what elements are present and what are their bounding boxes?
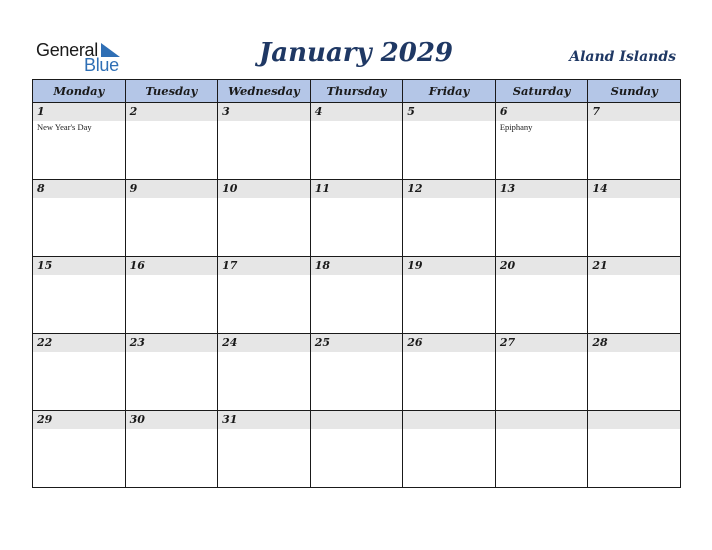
- day-cell: [588, 103, 681, 180]
- weekday-header: Wednesday: [218, 80, 311, 103]
- weekday-header: Friday: [403, 80, 496, 103]
- day-number: 26: [403, 334, 495, 352]
- logo-blue-text: Blue: [84, 55, 119, 75]
- day-number: 21: [588, 257, 680, 275]
- week-row: [33, 411, 681, 488]
- day-cell: [588, 411, 681, 488]
- day-cell: [218, 411, 311, 488]
- day-cell: [33, 103, 126, 180]
- day-cell: [310, 257, 403, 334]
- day-number: 8: [33, 180, 125, 198]
- day-cell: [33, 180, 126, 257]
- day-cell: [495, 257, 588, 334]
- weekday-header-row: [33, 80, 681, 103]
- day-cell: [403, 257, 496, 334]
- day-number: [403, 411, 495, 429]
- day-cell: [218, 103, 311, 180]
- day-cell: [403, 103, 496, 180]
- day-cell: [33, 411, 126, 488]
- day-number: 5: [403, 103, 495, 121]
- calendar-title: January 2029: [258, 38, 454, 68]
- day-number: 19: [403, 257, 495, 275]
- day-number: 28: [588, 334, 680, 352]
- day-number: 16: [126, 257, 218, 275]
- day-number: [496, 411, 588, 429]
- day-number: 14: [588, 180, 680, 198]
- holiday-label: New Year's Day: [37, 122, 92, 132]
- day-number: 6: [496, 103, 588, 121]
- day-number: 20: [496, 257, 588, 275]
- day-cell: [33, 334, 126, 411]
- day-cell: [403, 411, 496, 488]
- weekday-header: Sunday: [588, 80, 681, 103]
- weekday-header: Thursday: [310, 80, 403, 103]
- day-number: 24: [218, 334, 310, 352]
- day-cell: [218, 257, 311, 334]
- week-row: [33, 257, 681, 334]
- day-cell: [125, 257, 218, 334]
- day-number: 13: [496, 180, 588, 198]
- day-number: 11: [311, 180, 403, 198]
- region-name: Aland Islands: [569, 49, 676, 65]
- day-cell: [588, 180, 681, 257]
- weekday-header: Tuesday: [125, 80, 218, 103]
- day-number: 31: [218, 411, 310, 429]
- day-cell: [218, 180, 311, 257]
- day-number: 15: [33, 257, 125, 275]
- week-row: [33, 103, 681, 180]
- day-cell: [588, 257, 681, 334]
- weekday-header: Monday: [33, 80, 126, 103]
- day-cell: [33, 257, 126, 334]
- day-number: 22: [33, 334, 125, 352]
- day-number: 7: [588, 103, 680, 121]
- day-cell: [495, 334, 588, 411]
- day-number: 10: [218, 180, 310, 198]
- day-number: 4: [311, 103, 403, 121]
- day-number: 3: [218, 103, 310, 121]
- day-cell: [310, 411, 403, 488]
- day-number: 1: [33, 103, 125, 121]
- logo-general-text: General: [36, 40, 98, 60]
- day-cell: [495, 103, 588, 180]
- day-cell: [125, 103, 218, 180]
- week-row: [33, 334, 681, 411]
- day-number: 29: [33, 411, 125, 429]
- day-number: 17: [218, 257, 310, 275]
- holiday-label: Epiphany: [499, 122, 533, 132]
- day-cell: [588, 334, 681, 411]
- day-cell: [403, 180, 496, 257]
- day-number: 23: [126, 334, 218, 352]
- day-number: 9: [126, 180, 218, 198]
- day-cell: [310, 180, 403, 257]
- day-number: 12: [403, 180, 495, 198]
- day-number: 18: [311, 257, 403, 275]
- day-cell: [495, 411, 588, 488]
- day-cell: [310, 334, 403, 411]
- day-cell: [310, 103, 403, 180]
- day-number: [311, 411, 403, 429]
- calendar-grid: [32, 79, 681, 488]
- day-number: 27: [496, 334, 588, 352]
- day-number: 25: [311, 334, 403, 352]
- day-number: 30: [126, 411, 218, 429]
- day-cell: [125, 180, 218, 257]
- day-cell: [218, 334, 311, 411]
- day-number: 2: [126, 103, 218, 121]
- day-cell: [403, 334, 496, 411]
- weekday-header: Saturday: [495, 80, 588, 103]
- day-number: [588, 411, 680, 429]
- week-row: [33, 180, 681, 257]
- day-cell: [495, 180, 588, 257]
- day-cell: [125, 411, 218, 488]
- day-cell: [125, 334, 218, 411]
